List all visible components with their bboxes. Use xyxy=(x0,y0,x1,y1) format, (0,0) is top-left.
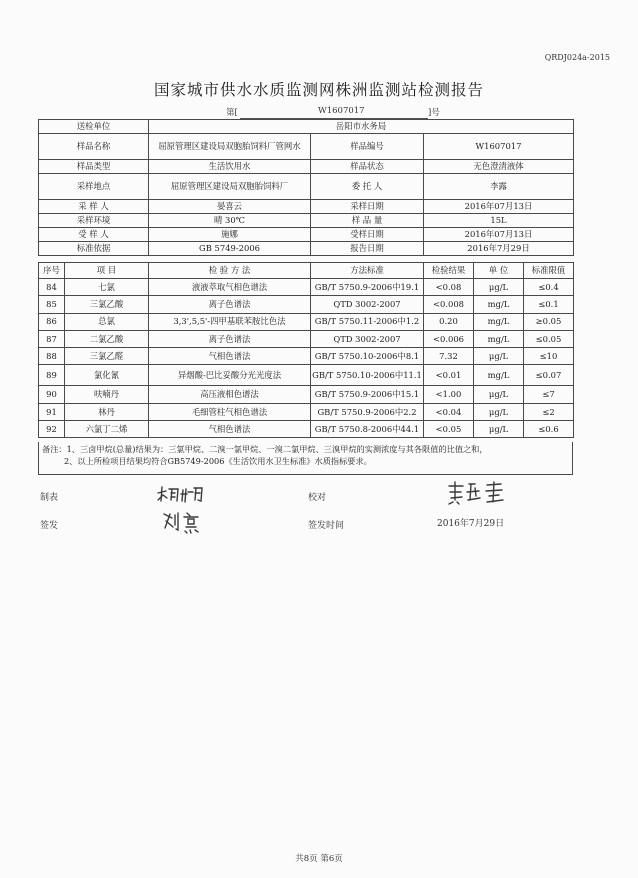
row-result: 0.20 xyxy=(424,313,474,330)
table-row xyxy=(39,403,574,420)
report-number-value: W1607017 xyxy=(318,106,365,116)
document-code: QRDJ024a-2015 xyxy=(544,53,610,62)
header-no: 序号 xyxy=(39,263,65,279)
table-row xyxy=(39,421,574,438)
row-result: <0.04 xyxy=(424,403,474,420)
info-value: GB 5749-2006 xyxy=(149,242,311,256)
row-item: 氯化氰 xyxy=(65,365,149,386)
info-row xyxy=(39,228,574,242)
info-value: 晏喜云 xyxy=(149,200,311,214)
prepared-by-label: 制表 xyxy=(40,493,59,503)
row-item: 七氯 xyxy=(65,279,149,296)
row-method: 气相色谱法 xyxy=(149,348,311,365)
info-row xyxy=(39,200,574,214)
row-no: 91 xyxy=(39,403,65,420)
info-value: 李露 xyxy=(424,174,574,200)
row-limit: ≤0.6 xyxy=(524,421,574,438)
row-unit: mg/L xyxy=(474,330,524,347)
table-row xyxy=(39,365,574,386)
info-row xyxy=(39,214,574,228)
table-row xyxy=(39,313,574,330)
row-standard: GB/T 5750.10-2006中8.1 xyxy=(311,348,424,365)
row-standard: QTD 3002-2007 xyxy=(311,296,424,313)
header-item: 项 目 xyxy=(65,263,149,279)
row-limit: ≤0.1 xyxy=(524,296,574,313)
row-unit: mg/L xyxy=(474,296,524,313)
row-standard: GB/T 5750.10-2006中11.1 xyxy=(311,365,424,386)
row-no: 87 xyxy=(39,330,65,347)
header-result: 检验结果 xyxy=(424,263,474,279)
row-standard: GB/T 5750.8-2006中44.1 xyxy=(311,421,424,438)
info-value: 15L xyxy=(424,214,574,228)
row-limit: ≤10 xyxy=(524,348,574,365)
info-label: 采 样 人 xyxy=(39,200,149,214)
info-label: 受 样 人 xyxy=(39,228,149,242)
issue-date: 2016年7月29日 xyxy=(437,519,505,529)
row-standard: GB/T 5750.11-2006中1.2 xyxy=(311,313,424,330)
issued-by-signature xyxy=(160,510,206,536)
results-header-row xyxy=(39,263,574,279)
row-no: 85 xyxy=(39,296,65,313)
remark-line-2: 2、以上所检项目结果均符合GB5749-2006《生活饮用水卫生标准》水质指标要求。 xyxy=(64,455,372,466)
info-label: 委 托 人 xyxy=(311,174,424,200)
row-item: 呋喃丹 xyxy=(65,386,149,403)
header-method: 检 验 方 法 xyxy=(149,263,311,279)
row-method: 离子色谱法 xyxy=(149,330,311,347)
row-no: 90 xyxy=(39,386,65,403)
row-no: 86 xyxy=(39,313,65,330)
row-standard: GB/T 5750.9-2006中2.2 xyxy=(311,403,424,420)
row-limit: ≤0.4 xyxy=(524,279,574,296)
report-number-prefix: 第[ xyxy=(226,108,238,118)
page-number: 共8页 第6页 xyxy=(295,854,343,864)
row-method: 液液萃取气相色谱法 xyxy=(149,279,311,296)
row-unit: μg/L xyxy=(474,279,524,296)
results-table xyxy=(38,262,574,438)
row-result: <0.01 xyxy=(424,365,474,386)
info-label: 送检单位 xyxy=(39,120,149,134)
info-label: 采样环境 xyxy=(39,214,149,228)
row-no: 89 xyxy=(39,365,65,386)
checked-by-signature xyxy=(445,480,515,506)
row-result: <0.08 xyxy=(424,279,474,296)
info-value: W1607017 xyxy=(424,134,574,160)
info-value: 屈原管理区建设局双胞胎饲料厂 xyxy=(149,174,311,200)
row-result: 7.32 xyxy=(424,348,474,365)
report-title: 国家城市供水水质监测网株洲监测站检测报告 xyxy=(153,81,484,99)
row-no: 84 xyxy=(39,279,65,296)
sample-info-table xyxy=(38,119,574,256)
row-result: <0.008 xyxy=(424,296,474,313)
info-value: 无色澄清液体 xyxy=(424,160,574,174)
report-number-suffix: ]号 xyxy=(428,108,440,118)
info-value: 晴 30℃ xyxy=(149,214,311,228)
info-value: 岳阳市水务局 xyxy=(149,120,574,134)
table-row xyxy=(39,330,574,347)
row-result: <0.05 xyxy=(424,421,474,438)
info-row xyxy=(39,160,574,174)
info-row xyxy=(39,120,574,134)
row-unit: mg/L xyxy=(474,365,524,386)
issue-time-label: 签发时间 xyxy=(308,521,345,531)
info-value: 生活饮用水 xyxy=(149,160,311,174)
info-value: 2016年07月13日 xyxy=(424,200,574,214)
table-row xyxy=(39,296,574,313)
header-limit: 标准限值 xyxy=(524,263,574,279)
table-row xyxy=(39,348,574,365)
row-result: <0.006 xyxy=(424,330,474,347)
row-limit: ≤0.05 xyxy=(524,330,574,347)
info-label: 受样日期 xyxy=(311,228,424,242)
remark-line-1: 备注：1、三卤甲烷(总量)结果为：三氯甲烷、二溴一氯甲烷、一溴二氯甲烷、三溴甲烷的实测浓度与其各限值的比值之和， xyxy=(42,444,488,454)
row-no: 88 xyxy=(39,348,65,365)
row-unit: μg/L xyxy=(474,386,524,403)
info-label: 样品类型 xyxy=(39,160,149,174)
checked-by-label: 校对 xyxy=(308,493,327,503)
info-value: 2016年07月13日 xyxy=(424,228,574,242)
info-row xyxy=(39,174,574,200)
info-label: 样 品 量 xyxy=(311,214,424,228)
table-row xyxy=(39,386,574,403)
row-standard: QTD 3002-2007 xyxy=(311,330,424,347)
row-item: 六氯丁二烯 xyxy=(65,421,149,438)
row-limit: ≥0.05 xyxy=(524,313,574,330)
row-limit: ≤2 xyxy=(524,403,574,420)
info-label: 采样日期 xyxy=(311,200,424,214)
prepared-by-signature xyxy=(155,484,211,504)
info-label: 报告日期 xyxy=(311,242,424,256)
remarks-box xyxy=(38,442,573,475)
row-unit: μg/L xyxy=(474,421,524,438)
row-limit: ≤0.07 xyxy=(524,365,574,386)
row-item: 总氯 xyxy=(65,313,149,330)
row-limit: ≤7 xyxy=(524,386,574,403)
row-method: 气相色谱法 xyxy=(149,421,311,438)
row-standard: GB/T 5750.9-2006中15.1 xyxy=(311,386,424,403)
info-value: 2016年7月29日 xyxy=(424,242,574,256)
info-label: 样品编号 xyxy=(311,134,424,160)
row-method: 异烟酸-巴比妥酸分光光度法 xyxy=(149,365,311,386)
row-unit: μg/L xyxy=(474,348,524,365)
info-row xyxy=(39,134,574,160)
row-standard: GB/T 5750.9-2006中19.1 xyxy=(311,279,424,296)
row-method: 3,3',5,5'-四甲基联苯胺比色法 xyxy=(149,313,311,330)
info-label: 采样地点 xyxy=(39,174,149,200)
header-standard: 方法标准 xyxy=(311,263,424,279)
row-item: 二氯乙酸 xyxy=(65,330,149,347)
header-unit: 单 位 xyxy=(474,263,524,279)
row-item: 林丹 xyxy=(65,403,149,420)
row-item: 三氯乙醛 xyxy=(65,348,149,365)
info-label: 样品状态 xyxy=(311,160,424,174)
row-method: 高压液相色谱法 xyxy=(149,386,311,403)
row-unit: μg/L xyxy=(474,403,524,420)
info-label: 样品名称 xyxy=(39,134,149,160)
info-value: 屈原管理区建设局双胞胎饲料厂管网水 xyxy=(149,134,311,160)
row-result: <1.00 xyxy=(424,386,474,403)
info-row xyxy=(39,242,574,256)
info-label: 标准依据 xyxy=(39,242,149,256)
issued-by-label: 签发 xyxy=(40,521,59,531)
row-no: 92 xyxy=(39,421,65,438)
row-item: 三氯乙酸 xyxy=(65,296,149,313)
row-method: 离子色谱法 xyxy=(149,296,311,313)
row-method: 毛细管柱气相色谱法 xyxy=(149,403,311,420)
table-row xyxy=(39,279,574,296)
row-unit: mg/L xyxy=(474,313,524,330)
info-value: 施娜 xyxy=(149,228,311,242)
